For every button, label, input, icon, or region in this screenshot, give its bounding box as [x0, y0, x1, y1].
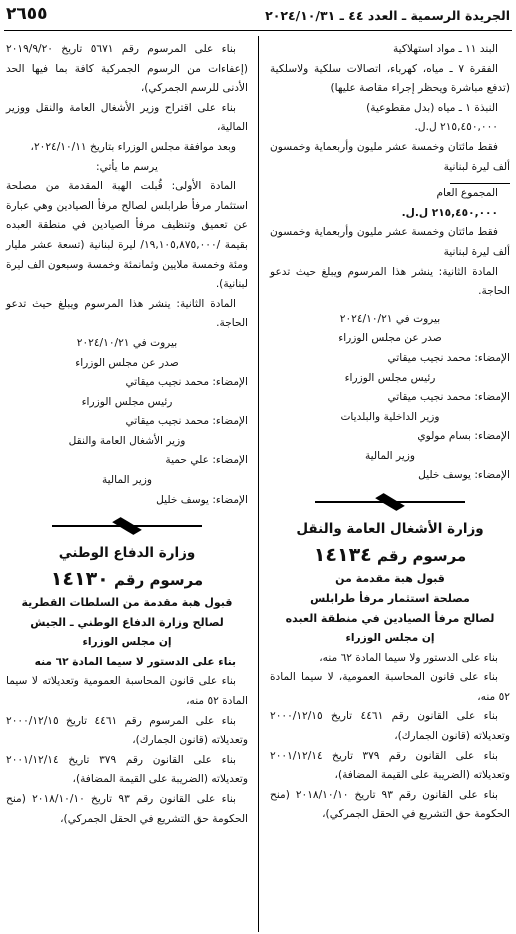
decree-number-value: ١٤١٣٤: [313, 544, 372, 567]
signature: الإمضاء: محمد نجيب ميقاتي: [125, 415, 248, 428]
ministry-heading: وزارة الدفاع الوطني: [58, 545, 196, 562]
amount: ٢١٥,٤٥٠,٠٠٠ ل.ل.: [414, 121, 498, 134]
signature: الإمضاء: بسام مولوي: [417, 430, 510, 443]
decree-label: مرسوم رقم: [377, 547, 467, 566]
left-column: [6, 40, 248, 829]
article-two: المادة الثانية: ينشر هذا المرسوم ويبلغ حيث تدعو الحاجة.: [270, 265, 510, 298]
decree-subject: لصالح مرفأ الصيادين في منطقة العبده: [285, 612, 495, 626]
legal-basis: بناء على القانون رقم ٩٣ تاريخ ٢٠١٨/١٠/١٠ (منح الحكومة حق التشريع في الحقل الجمركي)،: [6, 793, 248, 825]
signature: الإمضاء: محمد نجيب ميقاتي: [125, 376, 248, 389]
legal-basis: بناء على القانون رقم ٣٧٩ تاريخ ٢٠٠١/١٢/١٤ وتعديلاته (الضريبة على القيمة المضافة)،: [6, 753, 248, 786]
legal-basis: بناء على قانون المحاسبة العمومية، لا سيما المادة ٥٢ منه،: [270, 671, 510, 703]
signature: الإمضاء: يوسف خليل: [418, 469, 510, 482]
council-line: إن مجلس الوزراء: [82, 636, 172, 649]
item-line: البند ١١ ـ مواد استهلاكية: [392, 43, 498, 55]
issued-by: صدر عن مجلس الوزراء: [338, 332, 442, 345]
decree-number: [270, 542, 510, 569]
signatory-title: وزير المالية: [364, 449, 416, 462]
signatory-title: وزير الداخلية والبلديات: [340, 410, 440, 423]
section-ornament: [315, 494, 465, 510]
total-in-words: فقط مائتان وخمسة عشر مليون وأربعماية وخمسون ألف ليرة لبنانية: [270, 226, 510, 258]
paragraph-line: الفقرة ٧ ـ مياه، كهرباء، اتصالات سلكية ولاسلكية (تدفع مباشرة ويحظر إجراء مقاصة عليها): [270, 62, 510, 95]
legal-basis: بناء على الدستور لا سيما المادة ٦٢ منه: [34, 655, 236, 668]
column-divider: [258, 36, 259, 932]
decree-subject: لصالح وزارة الدفاع الوطني ـ الجيش: [30, 616, 224, 630]
council-line: إن مجلس الوزراء: [345, 632, 435, 645]
legal-basis: بناء على القانون رقم ٣٧٩ تاريخ ٢٠٠١/١٢/١٤ وتعديلاته (الضريبة على القيمة المضافة)،: [270, 749, 510, 782]
ministry-heading: وزارة الأشغال العامة والنقل: [296, 521, 484, 538]
page-header: [4, 4, 512, 31]
signatory-title: وزير المالية: [101, 474, 153, 487]
signatory-title: رئيس مجلس الوزراء: [81, 395, 173, 408]
signature: الإمضاء: محمد نجيب ميقاتي: [387, 391, 510, 404]
signature: الإمضاء: محمد نجيب ميقاتي: [387, 351, 510, 364]
section-line: النبذة ١ ـ مياه (بدل مقطوعية): [366, 101, 498, 114]
legal-basis: بناء على المرسوم رقم ٥٦٧١ تاريخ ٢٠١٩/٩/٢٠ (إعفاءات من الرسوم الجمركية كافة بما فيها الحد الأدنى للرسم الجمركي)،: [6, 43, 248, 95]
decree-label: مرسوم رقم: [114, 571, 204, 590]
right-column: [270, 40, 510, 825]
legal-basis: بناء على قانون المحاسبة العمومية وتعديلاته لا سيما المادة ٥٢ منه،: [6, 675, 248, 708]
issued-by: صدر عن مجلس الوزراء: [75, 356, 179, 369]
article-one: المادة الأولى: قُبلت الهبة المقدمة من مصلحة استثمار مرفأ طرابلس لصالح مرفأ الصيادين وهي عبارة عن تعميق وتنظيف مرفأ الصيادين في منطقة العبده بقيمة /١٩,١٠٥,٨٧٥,٠٠٠/ ليرة لبنانية (تسعة عشر مليار ومئة وخمسة ملايين وثمانمئة وخمسة وسبعون الف ليرة لبنانية).: [6, 180, 248, 291]
signature: الإمضاء: يوسف خليل: [156, 493, 248, 506]
legal-basis: بناء على اقتراح وزير الأشغال العامة والنقل ووزير المالية،: [6, 101, 248, 134]
legal-basis: بناء على القانون رقم ٩٣ تاريخ ٢٠١٨/١٠/١٠ (منح الحكومة حق التشريع في الحقل الجمركي)،: [270, 788, 510, 821]
decree-subject: قبول هبة مقدمة من: [335, 572, 445, 586]
legal-basis: وبعد موافقة مجلس الوزراء بتاريخ ٢٠٢٤/١٠/١١،: [30, 140, 236, 153]
decree-date: بيروت في ٢٠٢٤/١٠/٢١: [76, 336, 178, 349]
legal-basis: بناء على القانون رقم ٤٤٦١ تاريخ ٢٠٠٠/١٢/١٥ وتعديلاته (قانون الجمارك)،: [270, 710, 510, 743]
decree-number: [6, 566, 248, 593]
decrees-line: يرسم ما يأتي:: [96, 160, 158, 173]
decree-number-value: ١٤١٣٠: [50, 568, 109, 591]
page-number: ٢٦٥٥: [6, 4, 48, 24]
legal-basis: بناء على المرسوم رقم ٤٤٦١ تاريخ ٢٠٠٠/١٢/١٥ وتعديلاته (قانون الجمارك)،: [6, 714, 248, 747]
signatory-title: وزير الأشغال العامة والنقل: [68, 434, 186, 447]
journal-title: الجريدة الرسمية ـ العدد ٤٤ ـ ٢٠٢٤/١٠/٣١: [265, 8, 510, 23]
total-label: المجموع العام: [436, 187, 498, 200]
amount-in-words: فقط مائتان وخمسة عشر مليون وأربعماية وخمسون ألف ليرة لبنانية: [270, 140, 510, 173]
signatory-title: رئيس مجلس الوزراء: [344, 371, 436, 384]
total-amount: ٢١٥,٤٥٠,٠٠٠ ل.ل.: [401, 206, 498, 219]
decree-date: بيروت في ٢٠٢٤/١٠/٢١: [339, 312, 441, 325]
section-ornament: [52, 518, 202, 534]
decree-subject: مصلحة استثمار مرفأ طرابلس: [310, 592, 470, 606]
signature: الإمضاء: علي حمية: [165, 454, 248, 467]
decree-subject: قبول هبة مقدمة من السلطات القطرية: [21, 596, 233, 610]
article-two: المادة الثانية: ينشر هذا المرسوم ويبلغ حيث تدعو الحاجة.: [6, 297, 248, 330]
legal-basis: بناء على الدستور ولا سيما المادة ٦٢ منه،: [319, 651, 498, 664]
